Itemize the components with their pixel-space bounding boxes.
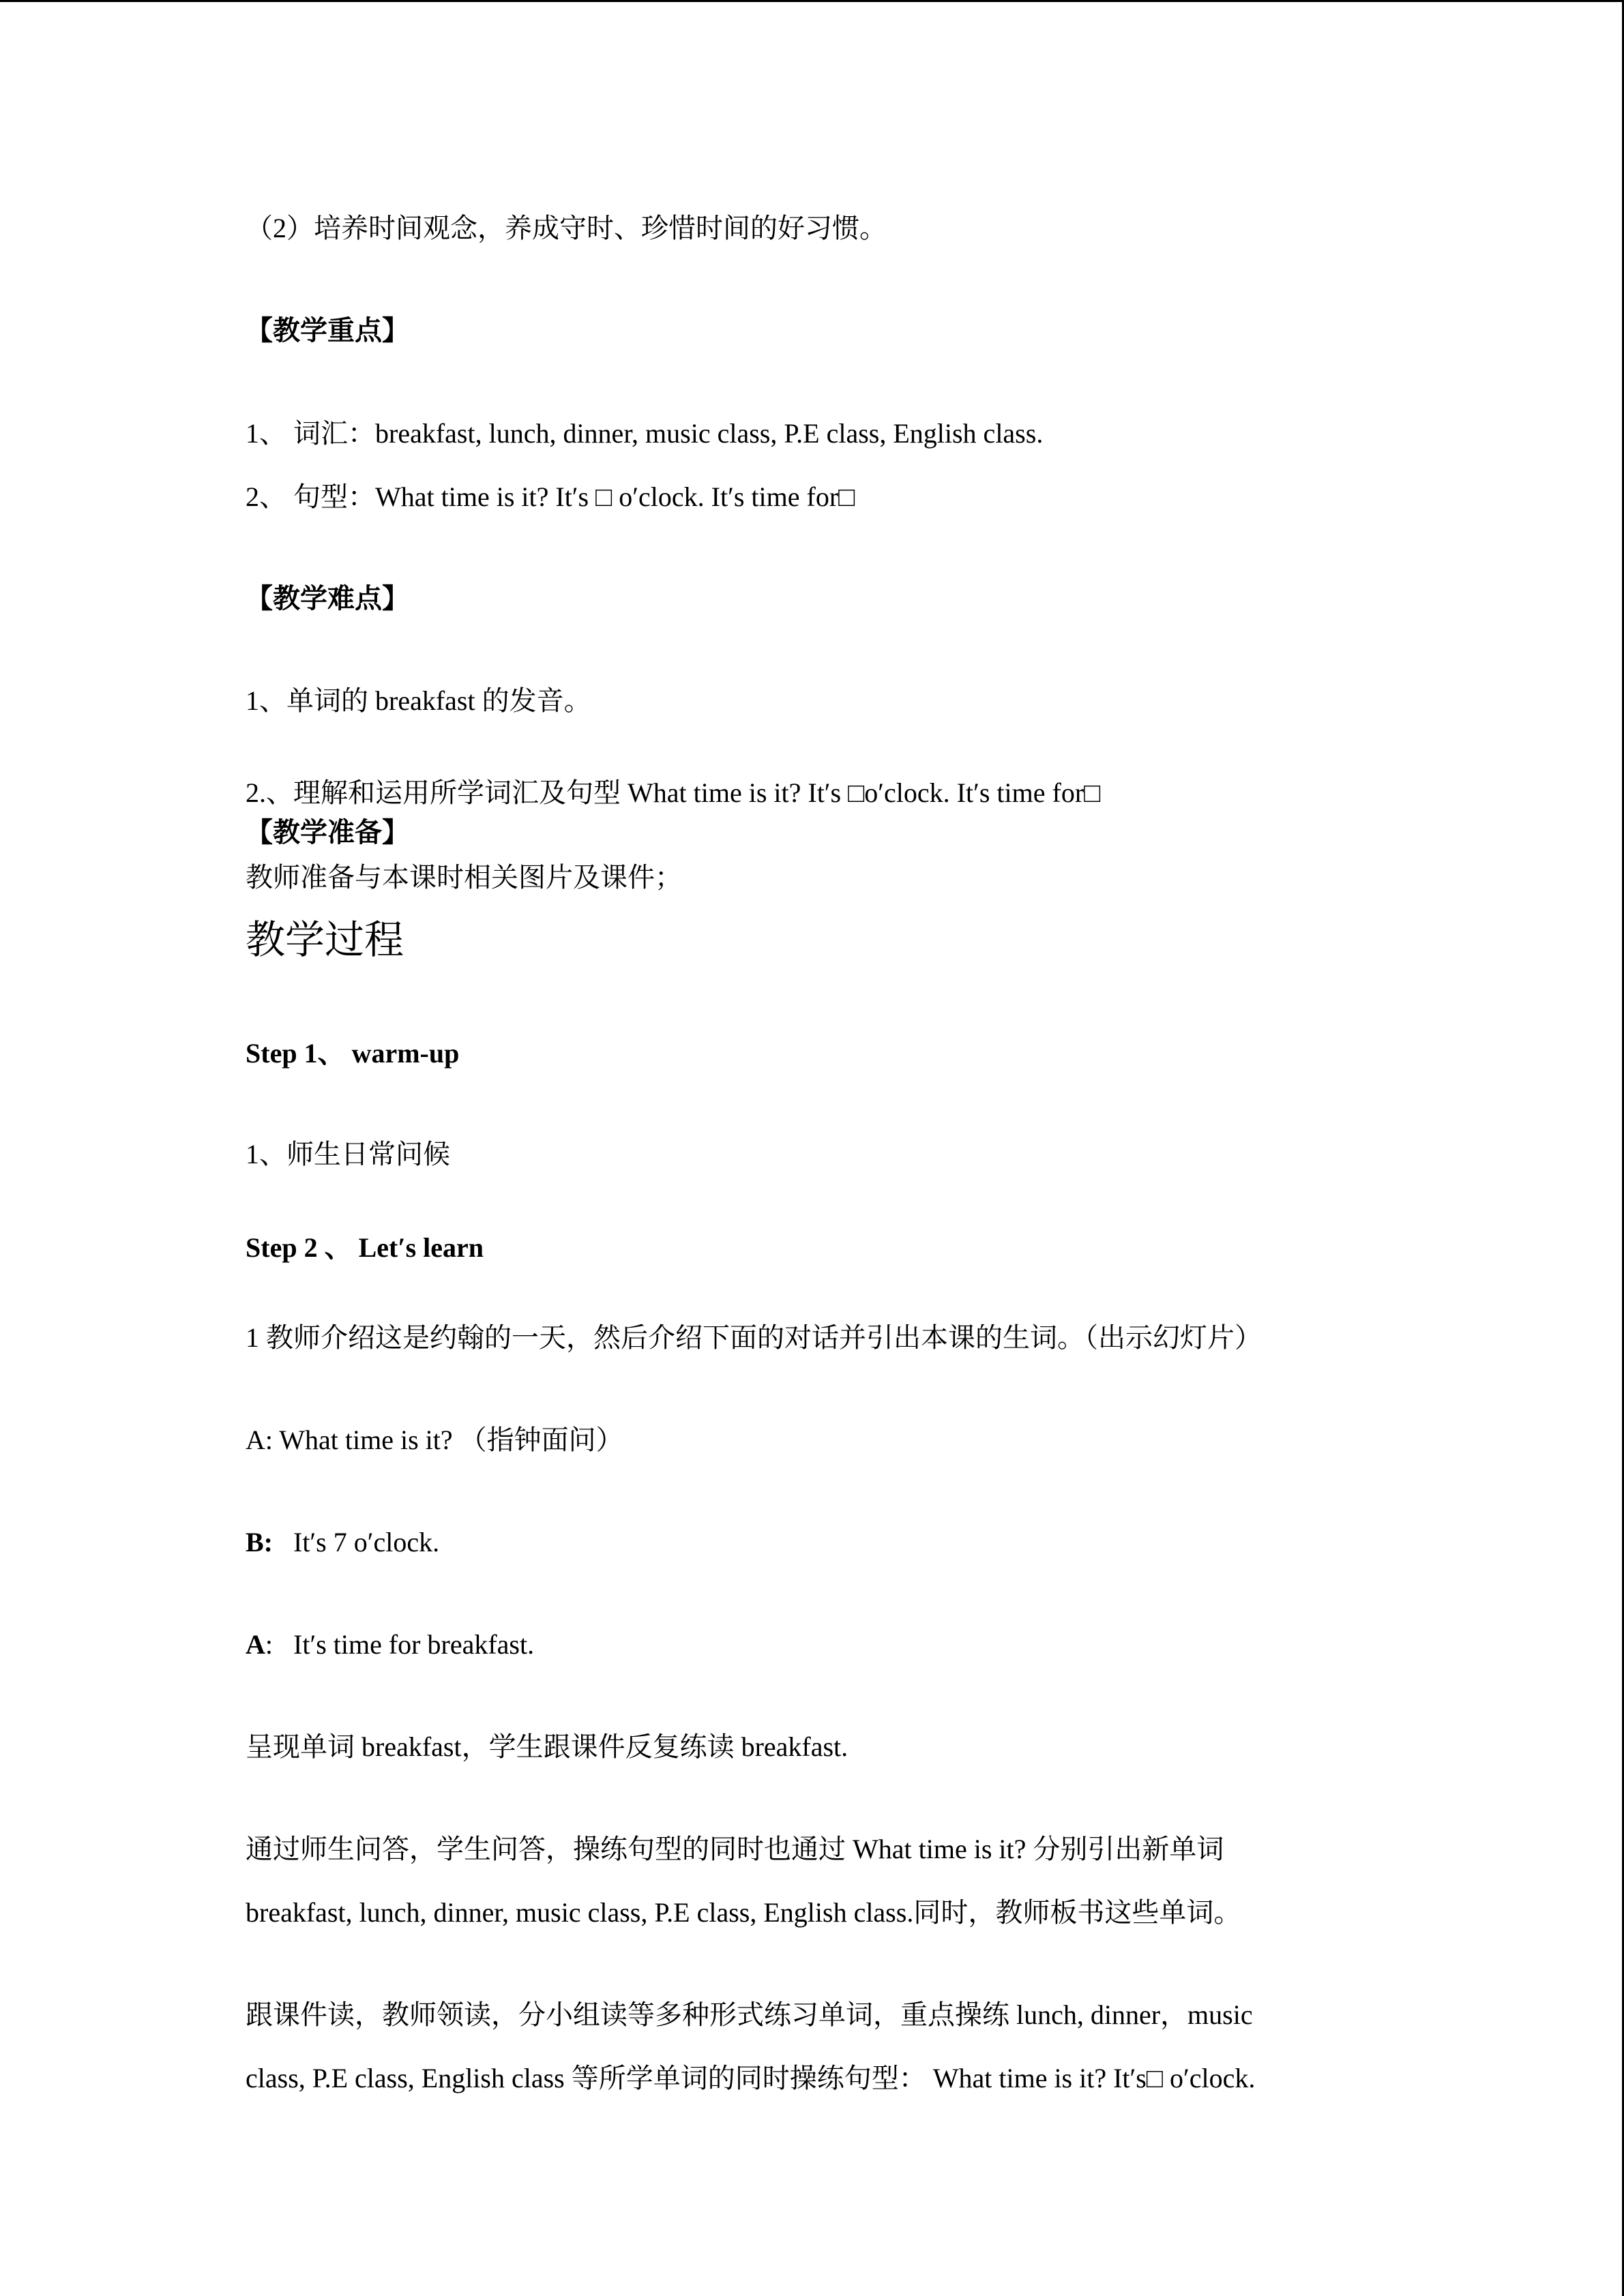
dialog-a-text: It′s time for breakfast. (293, 1629, 535, 1660)
key-points-heading: 【教学重点】 (246, 315, 409, 346)
speaker-a-colon: : (265, 1629, 274, 1660)
speaker-b-label: B: (246, 1527, 273, 1557)
practice-para-1-line-1: 通过师生问答，学生问答，操练句型的同时也通过 What time is it? 分别引出新单词 (246, 1834, 1224, 1864)
step-2-heading: Step 2 、 Let′s learn (246, 1232, 484, 1263)
dialog-a-question: A: What time is it? （指钟面问） (246, 1425, 623, 1455)
key-vocabulary-line: 1、 词汇：breakfast, lunch, dinner, music class, P.E class, English class. (246, 418, 1044, 449)
difficulties-heading: 【教学难点】 (246, 583, 409, 614)
present-word-line: 呈现单词 breakfast，学生跟课件反复练读 breakfast. (246, 1731, 848, 1762)
objective-line-2: （2）培养时间观念，养成守时、珍惜时间的好习惯。 (246, 213, 887, 243)
step-1-item: 1、师生日常问候 (246, 1139, 450, 1169)
practice-para-1-line-2: breakfast, lunch, dinner, music class, P.E class, English class.同时，教师板书这些单词。 (246, 1897, 1241, 1928)
step-2-intro: 1 教师介绍这是约翰的一天，然后介绍下面的对话并引出本课的生词。（出示幻灯片） (246, 1322, 1262, 1353)
process-heading: 教学过程 (246, 916, 404, 963)
preparation-line: 教师准备与本课时相关图片及课件； (246, 862, 682, 893)
difficulty-line-2: 2.、理解和运用所学词汇及句型 What time is it? It′s □o′clock. It′s time for□ (246, 777, 1101, 808)
practice-para-2-line-1: 跟课件读，教师领读，分小组读等多种形式练习单词，重点操练 lunch, dinner，music (246, 1999, 1253, 2030)
preparation-heading: 【教学准备】 (246, 817, 409, 848)
speaker-a-label: A (246, 1629, 265, 1660)
dialog-a-answer (246, 1628, 534, 1662)
difficulty-line-1: 1、单词的 breakfast 的发音。 (246, 685, 591, 716)
dialog-b-answer (246, 1525, 439, 1560)
step-1-heading: Step 1、 warm-up (246, 1038, 460, 1069)
page-top-border (0, 0, 1624, 2)
key-sentence-line: 2、 句型：What time is it? It′s □ o′clock. It′s time for□ (246, 481, 855, 512)
practice-para-2-line-2: class, P.E class, English class 等所学单词的同时操练句型： What time is it? It′s□ o′clock. (246, 2063, 1256, 2093)
dialog-b-text: It′s 7 o′clock. (293, 1527, 440, 1557)
